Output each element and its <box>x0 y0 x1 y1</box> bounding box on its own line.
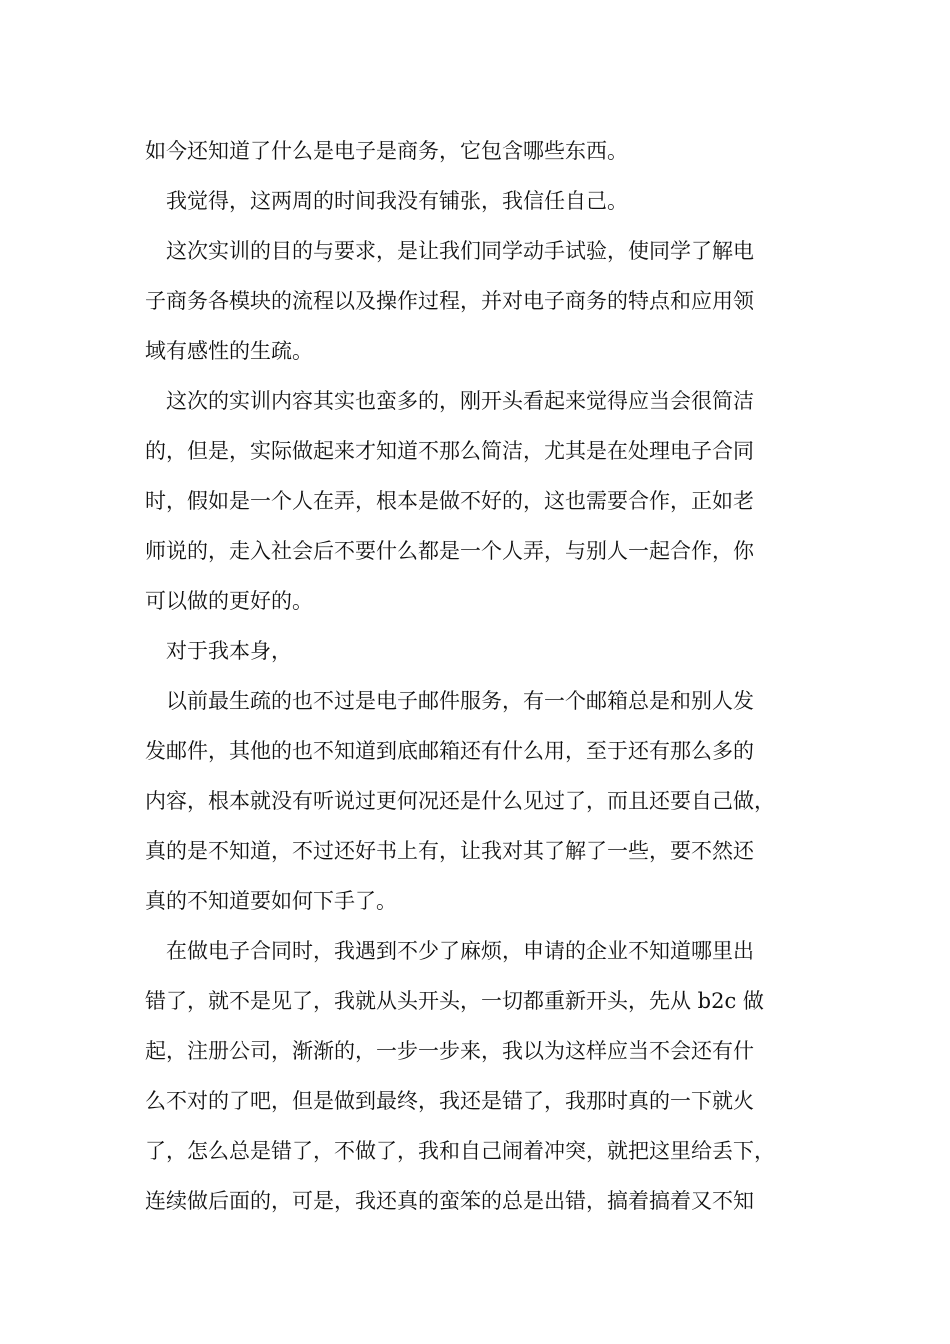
document-body <box>145 126 825 1226</box>
text-line: 对于我本身， <box>166 639 292 663</box>
text-line: 发邮件，其他的也不知道到底邮箱还有什么用，至于还有那么多的 <box>145 739 754 763</box>
text-line: 可以做的更好的。 <box>145 589 313 613</box>
text-line: 子商务各模块的流程以及操作过程，并对电子商务的特点和应用领 <box>145 289 754 313</box>
text-line: 错了，就不是见了，我就从头开头，一切都重新开头，先从 b2c 做 <box>145 989 764 1013</box>
text-line: 连续做后面的，可是，我还真的蛮笨的总是出错，搞着搞着又不知 <box>145 1189 754 1213</box>
text-line: 内容，根本就没有听说过更何况还是什么见过了，而且还要自己做， <box>145 789 775 813</box>
text-line: 如今还知道了什么是电子是商务，它包含哪些东西。 <box>145 139 628 163</box>
text-line: 么不对的了吧，但是做到最终，我还是错了，我那时真的一下就火 <box>145 1089 754 1113</box>
text-line: 域有感性的生疏。 <box>145 339 313 363</box>
text-line: 我觉得，这两周的时间我没有铺张，我信任自己。 <box>166 189 628 213</box>
text-line: 的，但是，实际做起来才知道不那么简洁，尤其是在处理电子合同 <box>145 439 754 463</box>
text-line: 真的不知道要如何下手了。 <box>145 889 397 913</box>
text-line: 时，假如是一个人在弄，根本是做不好的，这也需要合作，正如老 <box>145 489 754 513</box>
text-line: 这次的实训内容其实也蛮多的，刚开头看起来觉得应当会很简洁 <box>166 389 754 413</box>
text-line: 起，注册公司，渐渐的，一步一步来，我以为这样应当不会还有什 <box>145 1039 754 1063</box>
text-line: 了，怎么总是错了，不做了，我和自己闹着冲突，就把这里给丢下， <box>145 1139 775 1163</box>
text-line: 在做电子合同时，我遇到不少了麻烦，申请的企业不知道哪里出 <box>166 939 754 963</box>
text-line: 以前最生疏的也不过是电子邮件服务，有一个邮箱总是和别人发 <box>166 689 754 713</box>
text-line: 真的是不知道，不过还好书上有，让我对其了解了一些，要不然还 <box>145 839 754 863</box>
text-line: 师说的，走入社会后不要什么都是一个人弄，与别人一起合作，你 <box>145 539 754 563</box>
text-line: 这次实训的目的与要求，是让我们同学动手试验，使同学了解电 <box>166 239 754 263</box>
